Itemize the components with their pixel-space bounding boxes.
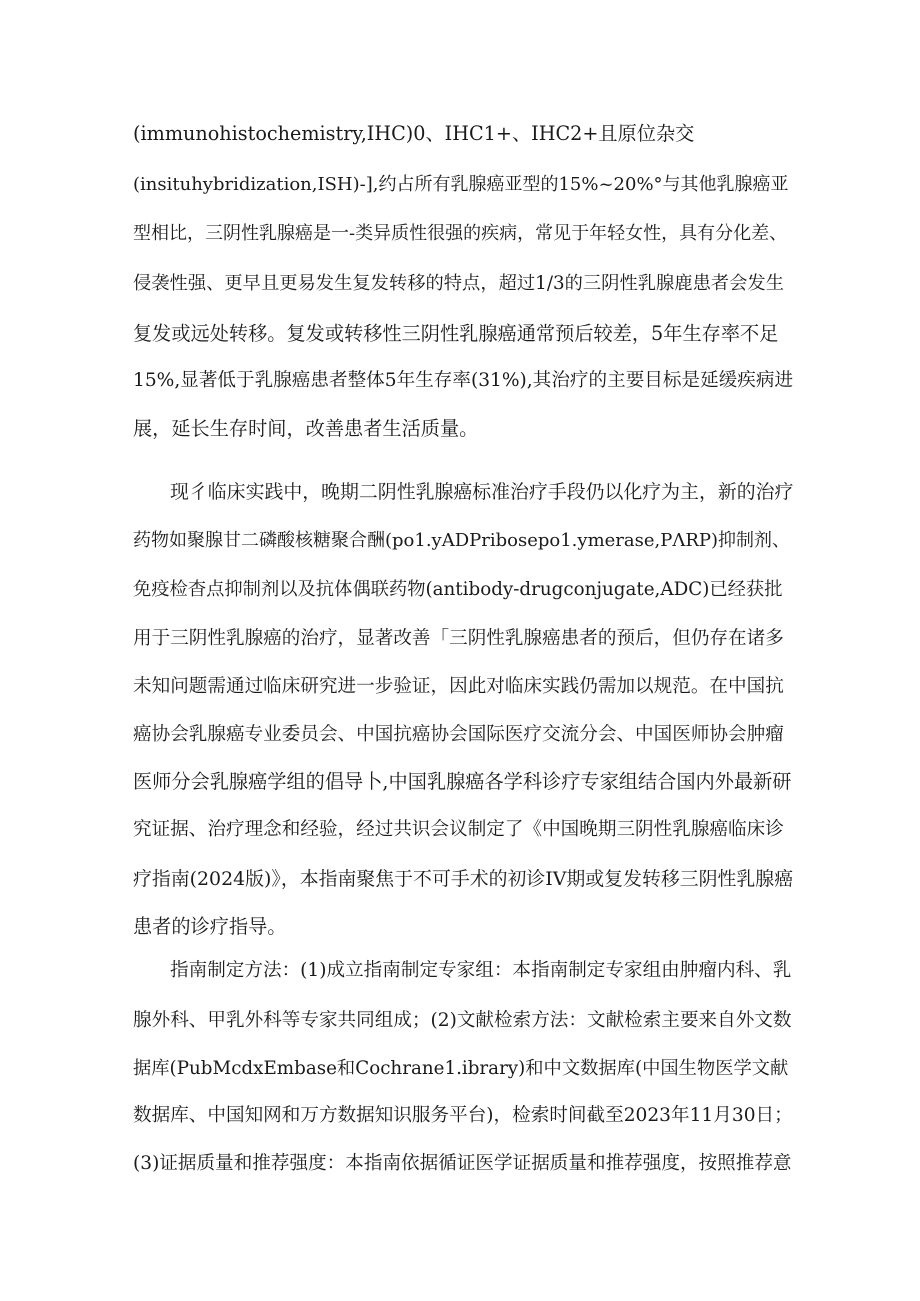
paragraph-3-line-1: 指南制定方法：(1)成立指南制定专家组：本指南制定专家组由肿瘤内科、乳 xyxy=(170,960,792,981)
paragraph-3-line-4: 数据库、中国知网和万方数据知识服务平台)，检索时间截至2023年11月30日； xyxy=(133,1105,793,1126)
paragraph-2-line-3: 免疫检杳点抑制剂以及抗体偶联药物(antibody-drugconjugate,ADC)已经获批 xyxy=(133,579,783,600)
paragraph-3-line-2: 腺外科、甲乳外科等专家共同组成；(2)文献检索方法：文献检索主要来自外文数 xyxy=(133,1010,792,1031)
paragraph-2-line-5: 未知问题需通过临床研究进一步验证，因此对临床实践仍需加以规范。在中国抗 xyxy=(133,676,784,697)
paragraph-2-line-2: 药物如聚腺甘二磷酸核糖聚合酬(po1.yADPribosepo1.ymerase,PΛRP)抑制剂、 xyxy=(133,530,791,551)
paragraph-1-line-6: 15%,显著低于乳腺癌患者整体5年生存率(31%),其治疗的主要目标是延缓疾病进 xyxy=(133,370,793,391)
paragraph-2-line-9: 疗指南(2024版)》，本指南聚焦于不可手术的初诊IV期或复发转移三阴性乳腺癌 xyxy=(133,868,793,890)
paragraph-1-line-7: 展，延长生存时间，改善患者生活质量。 xyxy=(133,417,479,440)
paragraph-3-line-5: (3)证据质量和推荐强度：本指南依据循证医学证据质量和推荐强度，按照推荐意 xyxy=(133,1153,792,1174)
paragraph-1-line-1: (immunohistochemistry,IHC)0、IHC1+、IHC2+且原位杂交 xyxy=(133,122,695,145)
paragraph-2-line-8: 究证据、治疗理念和经验，经过共识会议制定了《中国晚期三阴性乳腺癌临床诊 xyxy=(133,819,784,840)
paragraph-2-line-7: 医师分会乳腺癌学组的倡导卜,中国乳腺癌各学科诊疗专家组结合国内外最新研 xyxy=(133,770,792,793)
paragraph-3-line-3: 据库(PubMcdxEmbase和Cochrane1.ibrary)和中文数据库(中国生物医学文献 xyxy=(133,1058,789,1079)
paragraph-1-line-2: (insituhybridization,ISH)-],约占所有乳腺癌亚型的15%~20%°与其他乳腺癌亚 xyxy=(133,174,789,195)
paragraph-1-line-3: 型相比，三阴性乳腺癌是一-类异质性很强的疾病，常见于年轻女性，具有分化差、 xyxy=(133,223,788,244)
paragraph-2-line-4: 用于三阴性乳腺癌的治疗，显著改善「三阴性乳腺癌患者的预后，但仍存在诸多 xyxy=(133,628,784,649)
paragraph-2-line-10: 患者的诊疗指导。 xyxy=(133,915,287,938)
paragraph-1-line-5: 复发或远处转移。复发或转移性三阴性乳腺癌通常预后较差，5年生存率不足 xyxy=(133,322,779,345)
paragraph-1-line-4: 侵袭性强、更早且更易发生复发转移的特点，超过1/3的三阴性乳腺鹿患者会发生 xyxy=(133,273,784,294)
paragraph-2-line-6: 癌协会乳腺癌专业委员会、中国抗癌协会国际医疗交流分会、中国医师协会肿瘤 xyxy=(133,724,784,745)
paragraph-2-line-1: 现彳临床实践中，晚期二阴性乳腺癌标准治疗手段仍以化疗为主，新的治疗 xyxy=(170,481,793,503)
